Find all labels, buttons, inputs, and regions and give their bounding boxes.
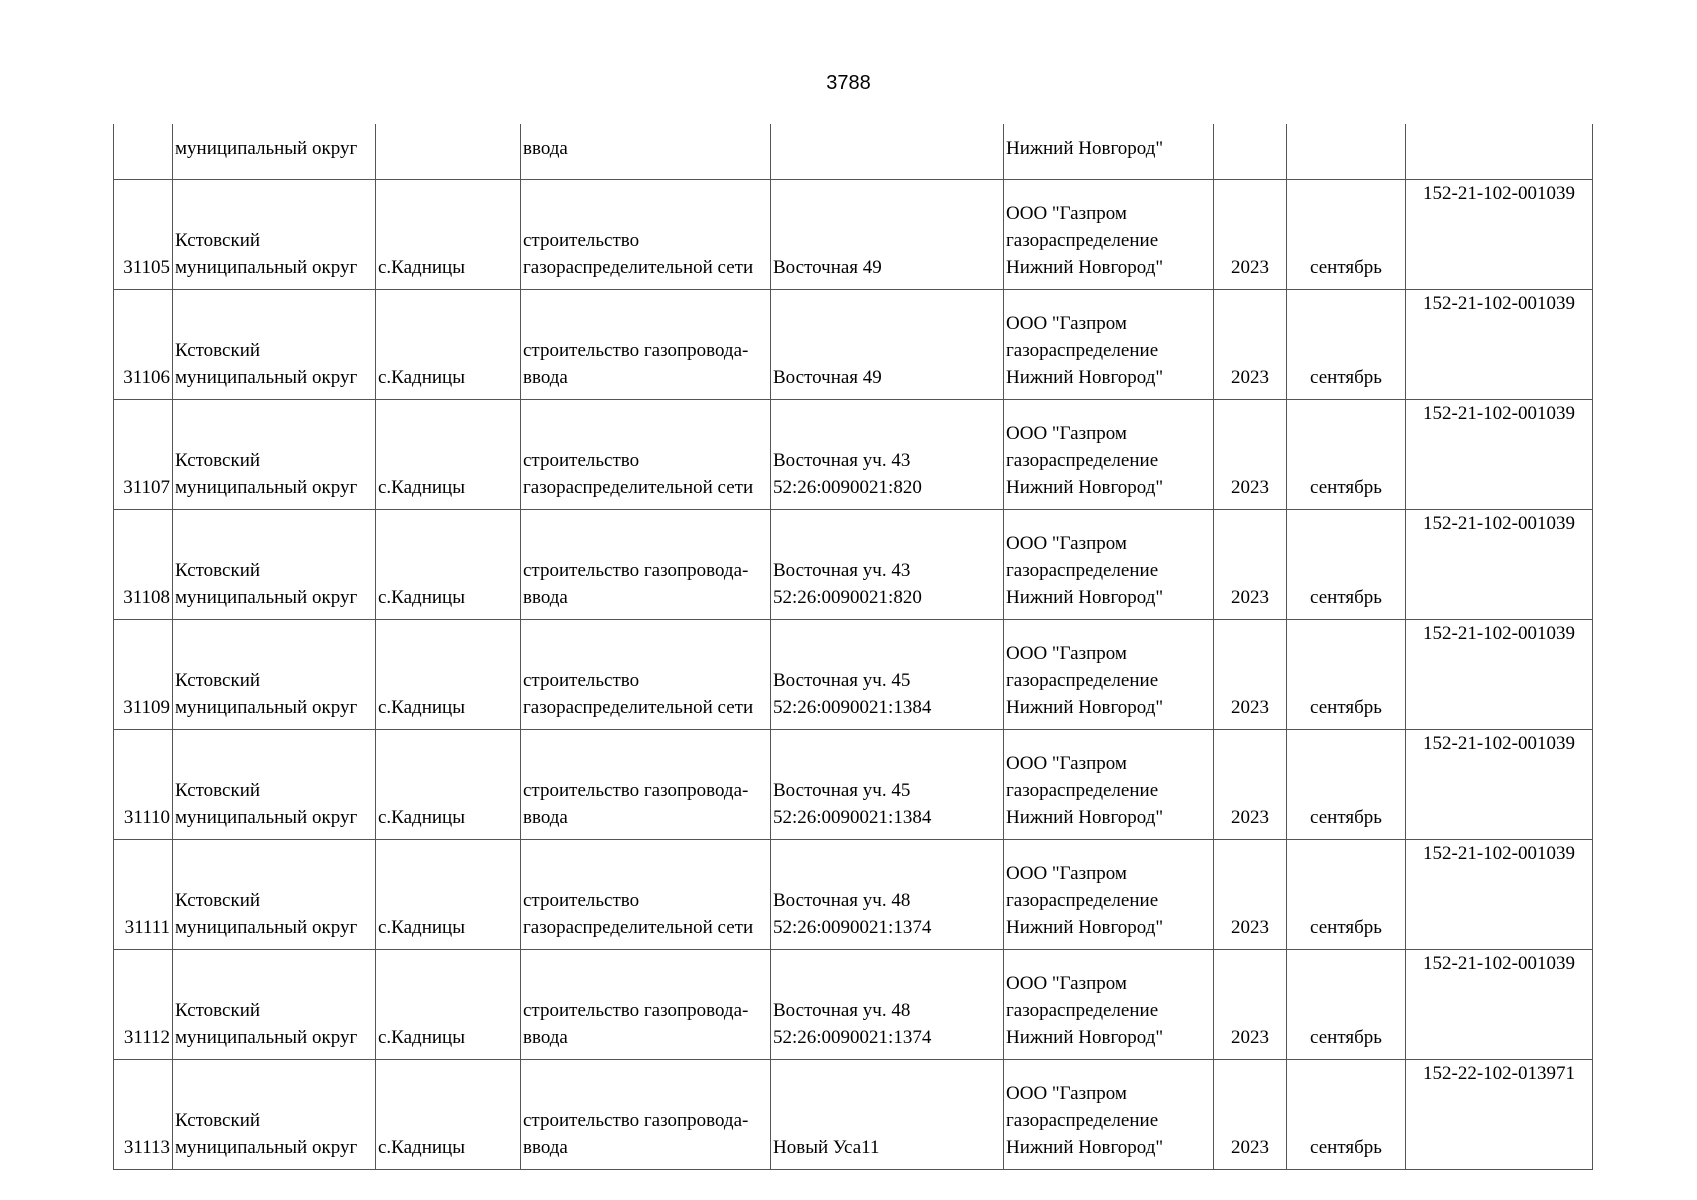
cell-month [1287, 840, 1406, 950]
row-number: 31113 [123, 1137, 170, 1158]
cell-organization: Нижний Новгород" [1004, 124, 1214, 180]
registry-table [113, 124, 1593, 1170]
cell-organization [1004, 290, 1214, 400]
continuation-row [114, 124, 1593, 180]
cell-settlement [376, 950, 521, 1060]
address-line-1: Восточная уч. 45 [773, 780, 911, 801]
cell-month [1287, 730, 1406, 840]
org-line-3: Нижний Новгород" [1006, 1027, 1164, 1048]
org-line-2: газораспределение [1006, 780, 1159, 801]
month-value: сентябрь [1310, 807, 1382, 828]
cell-district [173, 950, 376, 1060]
cell-year [1214, 950, 1287, 1060]
settlement-name: с.Кадницы [378, 367, 465, 388]
month-value: сентябрь [1310, 257, 1382, 278]
cell-district [173, 290, 376, 400]
cell-organization [1004, 950, 1214, 1060]
cell-code [1406, 840, 1593, 950]
org-line-1: ООО "Газпром [1006, 643, 1127, 664]
row-number: 31109 [123, 697, 170, 718]
year-value: 2023 [1231, 1137, 1269, 1158]
cell-month [1287, 400, 1406, 510]
district-name: Кстовский [175, 1000, 261, 1021]
cell-month [1287, 510, 1406, 620]
cell-code [1406, 620, 1593, 730]
row-number: 31105 [123, 257, 170, 278]
month-value: сентябрь [1310, 917, 1382, 938]
settlement-name: с.Кадницы [378, 257, 465, 278]
cell-organization [1004, 840, 1214, 950]
cell-code [1406, 730, 1593, 840]
work-line-1: строительство [523, 450, 640, 471]
table-row [114, 180, 1593, 290]
row-number: 31106 [123, 367, 170, 388]
cell-address [771, 180, 1004, 290]
settlement-name: с.Кадницы [378, 1027, 465, 1048]
district-type: муниципальный округ [175, 697, 358, 718]
cell-month [1287, 290, 1406, 400]
org-line-1: ООО "Газпром [1006, 863, 1127, 884]
row-number: 31108 [123, 587, 170, 608]
cell-code [1406, 290, 1593, 400]
address-line-1: Восточная уч. 43 [773, 560, 911, 581]
table-row [114, 290, 1593, 400]
cell-work [521, 180, 771, 290]
work-line-2: газораспределительной сети [523, 477, 754, 498]
year-value: 2023 [1231, 257, 1269, 278]
cell-address [771, 510, 1004, 620]
org-line-1: ООО "Газпром [1006, 753, 1127, 774]
cell-month [1287, 1060, 1406, 1170]
cell-settlement [376, 510, 521, 620]
work-line-2: ввода [523, 807, 568, 828]
cell-year [1214, 290, 1287, 400]
table-row [114, 620, 1593, 730]
cell-year [1214, 840, 1287, 950]
district-type: муниципальный округ [175, 1137, 358, 1158]
org-line-2: газораспределение [1006, 340, 1159, 361]
cell-year [1214, 730, 1287, 840]
month-value: сентябрь [1310, 1137, 1382, 1158]
registry-code: 152-21-102-001039 [1423, 513, 1575, 534]
org-line-3: Нижний Новгород" [1006, 477, 1164, 498]
work-line-2: газораспределительной сети [523, 697, 754, 718]
cell-settlement [376, 124, 521, 180]
cell-work [521, 840, 771, 950]
address-line-2: 52:26:0090021:1374 [773, 917, 932, 938]
cell-code [1406, 180, 1593, 290]
cell-num [114, 620, 173, 730]
work-line-1: строительство [523, 890, 640, 911]
address-line-2: Новый Уса11 [773, 1137, 880, 1158]
table-row [114, 950, 1593, 1060]
cell-year [1214, 180, 1287, 290]
work-line-1: строительство газопровода- [523, 780, 749, 801]
settlement-name: с.Кадницы [378, 697, 465, 718]
cell-code [1406, 124, 1593, 180]
registry-code: 152-22-102-013971 [1423, 1063, 1575, 1084]
district-name: Кстовский [175, 890, 261, 911]
address-line-2: 52:26:0090021:820 [773, 587, 922, 608]
cell-settlement [376, 400, 521, 510]
cell-month [1287, 950, 1406, 1060]
cell-district [173, 400, 376, 510]
org-line-1: ООО "Газпром [1006, 423, 1127, 444]
year-value: 2023 [1231, 477, 1269, 498]
row-number: 31111 [124, 917, 170, 938]
work-line-2: ввода [523, 1027, 568, 1048]
registry-code: 152-21-102-001039 [1423, 623, 1575, 644]
district-name: Кстовский [175, 780, 261, 801]
cell-address [771, 1060, 1004, 1170]
cell-num [114, 730, 173, 840]
cell-num [114, 290, 173, 400]
settlement-name: с.Кадницы [378, 917, 465, 938]
work-line-1: строительство [523, 230, 640, 251]
org-line-1: ООО "Газпром [1006, 313, 1127, 334]
cell-organization [1004, 730, 1214, 840]
cell-settlement [376, 840, 521, 950]
cell-code [1406, 400, 1593, 510]
address-line-2: Восточная 49 [773, 257, 882, 278]
cell-year [1214, 1060, 1287, 1170]
settlement-name: с.Кадницы [378, 807, 465, 828]
cell-work [521, 400, 771, 510]
cell-address [771, 124, 1004, 180]
work-line-1: строительство газопровода- [523, 1110, 749, 1131]
cell-address [771, 400, 1004, 510]
cell-settlement [376, 1060, 521, 1170]
address-line-1: Восточная уч. 45 [773, 670, 911, 691]
address-line-2: 52:26:0090021:1384 [773, 807, 932, 828]
cell-year [1214, 400, 1287, 510]
cell-month [1287, 620, 1406, 730]
address-line-2: 52:26:0090021:820 [773, 477, 922, 498]
cell-district [173, 620, 376, 730]
registry-code: 152-21-102-001039 [1423, 953, 1575, 974]
cell-organization [1004, 400, 1214, 510]
cell-settlement [376, 290, 521, 400]
cell-work: ввода [521, 124, 771, 180]
table-row [114, 400, 1593, 510]
month-value: сентябрь [1310, 697, 1382, 718]
org-line-3: Нижний Новгород" [1006, 587, 1164, 608]
cell-organization [1004, 180, 1214, 290]
registry-code: 152-21-102-001039 [1423, 843, 1575, 864]
org-line-2: газораспределение [1006, 1110, 1159, 1131]
cell-district [173, 1060, 376, 1170]
table-row [114, 840, 1593, 950]
registry-code: 152-21-102-001039 [1423, 403, 1575, 424]
org-line-3: Нижний Новгород" [1006, 807, 1164, 828]
cell-month [1287, 124, 1406, 180]
month-value: сентябрь [1310, 587, 1382, 608]
row-number: 31112 [123, 1027, 170, 1048]
registry-code: 152-21-102-001039 [1423, 293, 1575, 314]
address-line-2: 52:26:0090021:1384 [773, 697, 932, 718]
address-line-1 [773, 227, 1001, 254]
cell-work [521, 730, 771, 840]
org-line-3: Нижний Новгород" [1006, 917, 1164, 938]
address-line-1 [773, 337, 1001, 364]
cell-organization [1004, 1060, 1214, 1170]
cell-address [771, 620, 1004, 730]
work-line-2: ввода [523, 367, 568, 388]
cell-code [1406, 950, 1593, 1060]
work-line-2: газораспределительной сети [523, 917, 754, 938]
cell-work [521, 510, 771, 620]
org-line-1: ООО "Газпром [1006, 533, 1127, 554]
cell-district [173, 840, 376, 950]
month-value: сентябрь [1310, 1027, 1382, 1048]
cell-settlement [376, 180, 521, 290]
month-value: сентябрь [1310, 367, 1382, 388]
cell-address [771, 840, 1004, 950]
org-line-3: Нижний Новгород" [1006, 367, 1164, 388]
address-line-1: Восточная уч. 48 [773, 890, 911, 911]
org-line-3: Нижний Новгород" [1006, 257, 1164, 278]
settlement-name: с.Кадницы [378, 587, 465, 608]
settlement-name: с.Кадницы [378, 1137, 465, 1158]
work-line-2: газораспределительной сети [523, 257, 754, 278]
row-number: 31110 [123, 807, 170, 828]
cell-work [521, 290, 771, 400]
address-line-2: 52:26:0090021:1374 [773, 1027, 932, 1048]
district-name: Кстовский [175, 230, 261, 251]
org-line-2: газораспределение [1006, 560, 1159, 581]
district-type: муниципальный округ [175, 477, 358, 498]
cell-address [771, 290, 1004, 400]
cell-district [173, 180, 376, 290]
page-number: 3788 [826, 72, 871, 94]
district-name: Кстовский [175, 1110, 261, 1131]
cell-year [1214, 124, 1287, 180]
cell-organization [1004, 510, 1214, 620]
org-line-1: ООО "Газпром [1006, 1083, 1127, 1104]
year-value: 2023 [1231, 587, 1269, 608]
work-line-2: ввода [523, 587, 568, 608]
cell-code [1406, 510, 1593, 620]
work-line-1: строительство газопровода- [523, 1000, 749, 1021]
cell-district: муниципальный округ [173, 124, 376, 180]
org-line-1: ООО "Газпром [1006, 973, 1127, 994]
district-type: муниципальный округ [175, 1027, 358, 1048]
district-name: Кстовский [175, 670, 261, 691]
cell-organization [1004, 620, 1214, 730]
cell-settlement [376, 730, 521, 840]
settlement-name: с.Кадницы [378, 477, 465, 498]
year-value: 2023 [1231, 367, 1269, 388]
cell-year [1214, 510, 1287, 620]
cell-num [114, 180, 173, 290]
address-line-1: Восточная уч. 43 [773, 450, 911, 471]
row-number: 31107 [123, 477, 170, 498]
cell-year [1214, 620, 1287, 730]
registry-code: 152-21-102-001039 [1423, 733, 1575, 754]
table-row [114, 730, 1593, 840]
cell-num [114, 400, 173, 510]
address-line-1: Восточная уч. 48 [773, 1000, 911, 1021]
org-line-2: газораспределение [1006, 450, 1159, 471]
cell-num [114, 840, 173, 950]
org-line-3: Нижний Новгород" [1006, 697, 1164, 718]
cell-num [114, 510, 173, 620]
work-line-1: строительство газопровода- [523, 560, 749, 581]
work-line-1: строительство [523, 670, 640, 691]
table-row [114, 1060, 1593, 1170]
cell-district [173, 510, 376, 620]
cell-work [521, 950, 771, 1060]
org-line-1: ООО "Газпром [1006, 203, 1127, 224]
org-line-3: Нижний Новгород" [1006, 1137, 1164, 1158]
cell-address [771, 950, 1004, 1060]
org-line-2: газораспределение [1006, 890, 1159, 911]
year-value: 2023 [1231, 807, 1269, 828]
cell-num [114, 124, 173, 180]
year-value: 2023 [1231, 697, 1269, 718]
cell-num [114, 1060, 173, 1170]
cell-work [521, 1060, 771, 1170]
district-type: муниципальный округ [175, 257, 358, 278]
district-name: Кстовский [175, 340, 261, 361]
table-row [114, 510, 1593, 620]
year-value: 2023 [1231, 1027, 1269, 1048]
district-type: муниципальный округ [175, 807, 358, 828]
cell-code [1406, 1060, 1593, 1170]
address-line-1 [773, 1107, 1001, 1134]
cell-address [771, 730, 1004, 840]
district-name: Кстовский [175, 560, 261, 581]
cell-district [173, 730, 376, 840]
district-type: муниципальный округ [175, 587, 358, 608]
month-value: сентябрь [1310, 477, 1382, 498]
work-line-2: ввода [523, 1137, 568, 1158]
district-type: муниципальный округ [175, 917, 358, 938]
cell-num [114, 950, 173, 1060]
cell-settlement [376, 620, 521, 730]
work-line-1: строительство газопровода- [523, 340, 749, 361]
org-line-2: газораспределение [1006, 230, 1159, 251]
cell-month [1287, 180, 1406, 290]
address-line-2: Восточная 49 [773, 367, 882, 388]
district-name: Кстовский [175, 450, 261, 471]
year-value: 2023 [1231, 917, 1269, 938]
registry-code: 152-21-102-001039 [1423, 183, 1575, 204]
org-line-2: газораспределение [1006, 670, 1159, 691]
district-type: муниципальный округ [175, 367, 358, 388]
cell-work [521, 620, 771, 730]
org-line-2: газораспределение [1006, 1000, 1159, 1021]
